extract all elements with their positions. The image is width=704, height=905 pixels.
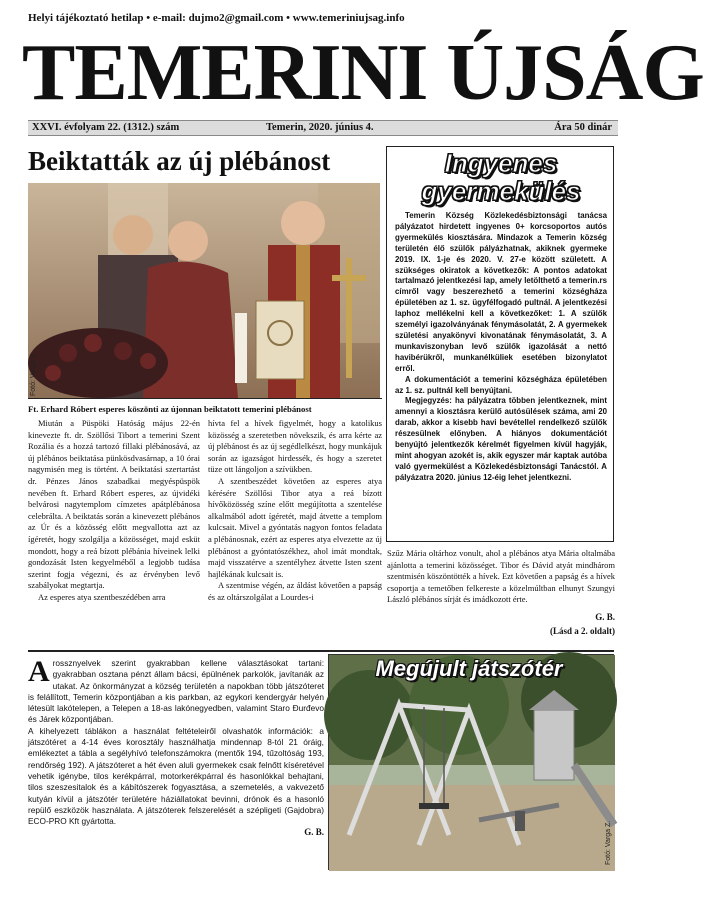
box-title-line2: gyermekülés <box>421 176 581 206</box>
article-signature: G. B. <box>595 611 615 622</box>
box-body <box>395 211 607 484</box>
article-paragraph: Miután a Püspöki Hatóság május 22-én kinevezte ft. dr. Szöllősi Tibort a temerini Szent Rozália és a hozzá tartozó fillaki plébánosává, az új plébános beiktatása pünkösdvasárnap, a 10 órai nagymisén meg is történt. A beiktatási szertartást dr. Pénzes János szabadkai megyéspüspök nevében ft. Erhard Róbert esperes, az újvidéki belvárosi nagytemplom címzetes apátplébánosa celebrálta. A beiktatás során a kinevezett plébános az Úr és a közösség előtt megvallotta azt az ígéretét, hogy szolgálja a közösséget, majd esküt mondott, hogy a reá bízott plébánia híveinek lelki gondozását Isten kegyelméből a legjobb tudása szerint fogja végezni, és az érvényben levő szabályokat megtartja. <box>28 418 200 591</box>
article-paragraph: Szűz Mária oltárhoz vonult, ahol a plébános atya Mária oltalmába ajánlotta a temerini közösséget. Tibor és Dávid atyát mindhárom szentmisén köszöntötték a hívek. Ezt követően a papság és a hívek csoportja a temetőben felkereste a közelmúltban elhunyt Szungyi László plébános sírját és imádkozott érte. <box>387 548 615 605</box>
price: Ára 50 dinár <box>554 122 612 133</box>
article-signature: G. B. <box>304 827 324 838</box>
photo-credit: Fotó: Varga Z. <box>605 820 612 865</box>
article-paragraph: A kihelyezett táblákon a használat feltételeiről olvashatók információk: a játszótéret a 4-14 éves korosztály használhatja mindennap 8-tól 21 óráig, emlékeztet a tábla a segélyhívó telefonszámokra (mentők 194, tűzoltóság 193, rendőrség 192). A játszóteret a hét éven aluli gyermekek csak felnőtt kíséretével vehetik igénybe, tilos kerékpárral, motorkerékpárral és hasonlókkal behajtani, tilos szeszesitalok és a kábítószerek fogyasztása, a szemetelés, a vakvezető kutyán kívül a játszótér területére háziállatokat bevinni, drónok és a hasonló repülő eszközök használata. A játszóterek felszerelését a szépligeti (Gajdobra) ECO-PRO Kft gyártotta. <box>28 725 324 827</box>
masthead <box>22 28 704 118</box>
article-paragraph: rossznyelvek szerint gyakrabban kellene választásokat tartani: gyakrabban osztana pénzt állam bácsi, épülnének parkolók, javítanák az utakat. Az önkormányzat a község területén a napokban több játszóteret is felállított, Temerin központjában a kis parkban, az egykori kendergyár helyén létesült lakótelepen, a Telepen a 18-as lakónegyedben, valamint Staro Đurđevo és Járek központjában. <box>28 658 324 725</box>
installation-photo-illustration <box>28 183 380 398</box>
masthead-title: TEMERINI ÚJSÁG <box>22 29 704 117</box>
article-column-2 <box>208 418 382 604</box>
info-box <box>386 146 614 542</box>
playground-photo-illustration <box>329 655 615 871</box>
playground-headline: Megújult játszótér <box>375 656 563 681</box>
box-title-line1: Ingyenes <box>444 148 558 178</box>
photo-caption: Ft. Erhard Róbert esperes köszönti az újonnan beiktatott temerini plébánost <box>28 404 312 414</box>
contact-line: Helyi tájékoztató hetilap • e-mail: dujmo2@gmail.com • www.temeriniujsag.info <box>28 12 405 24</box>
installation-photo <box>28 183 380 398</box>
box-paragraph: Megjegyzés: ha pályázatra többen jelentkeznek, mint amennyi a kiosztásra kerülő autósülések száma, ami 20 darab, akkor a kisebb havi bevétellel rendelkező szülők részesülnek előnyben. A hiányos dokumentációt benyújtó jelentkezők kérelmét figyelmen kívül hagyják, mint ahogyan azokét is, akik egyszer már kaptak autóba való gyermekülést a Közlekedésbiztonsági Tanácstól. A pályázatra 2020. június 12-éig lehet jelentkezni. <box>395 396 607 482</box>
article-paragraph: A szentbeszédet követően az esperes atya kérésére Szöllősi Tibor atya a reá bízott hívőközösség színe előtt megújította a szentelése alkalmából adott ígéretét, majd átvette a templom kulcsait. Mivel a gyóntatás nagyon fontos feladata a plébánosnak, ezért az esperes atya elvezette az új plébánost a gyóntatószékhez, ahol imát mondtak, majd visszatérve a szentélyhez átvette Isten szent hajlékának kulcsait is. <box>208 475 382 579</box>
box-paragraph: A dokumentációt a temerini községháza épületében az 1. sz. pultnál kell benyújtani. <box>395 374 607 395</box>
playground-photo <box>328 654 614 870</box>
volume-number: XXVI. évfolyam 22. (1312.) szám <box>32 122 180 133</box>
issue-date: Temerin, 2020. június 4. <box>266 122 374 133</box>
article-paragraph: Az esperes atya szentbeszédében arra <box>38 591 166 602</box>
photo-credit: Fotó: Varga Z. <box>30 351 37 396</box>
article-column-1 <box>28 418 200 604</box>
caption-divider <box>28 398 382 399</box>
issue-info-bar <box>28 120 618 136</box>
playground-article <box>28 655 324 839</box>
box-paragraph: Temerin Község Közlekedésbiztonsági tanácsa pályázatot hirdetett ingyenes 0+ korcsoportos autós gyermekülés kiosztására. Mindazok a Temerin község területén élő szülők pályázhatnak, akiknek gyermeke 2019. IX. 1-je és 2020. V. 27-e között született. A szükséges okiratok a következők: A pontos adatokat tartalmazó jelentkezési lap, amely letölthető a temerin.rs címről vagy beszerezhető a temerini községháza épületében az 1. sz. ügyfélfogadó pultnál. A jelentkezési laphoz mellékelni kell a következőket: 1. A szülők személyi igazolványának fénymásolatát, 2. A gyermekek születési anyakönyvi kivonatának fénymásolatát, 3. A munkaviszonyban levő szülők igazolását a nettó havibérükről, munkanélküliek esetében bizonylatot erről. <box>395 211 607 373</box>
drop-cap: A <box>28 655 50 688</box>
continued-note: (Lásd a 2. oldalt) <box>549 625 615 636</box>
article-headline: Beiktatták az új plébánost <box>28 146 331 176</box>
section-divider <box>28 650 614 652</box>
article-paragraph: hívta fel a hívek figyelmét, hogy a katolikus közösség a szeretetben növekszik, és arra kérte az új plébánost és az új segédlelkészt, hogy munkájuk során az igazságot hirdessék, és hogy a szeretet tüze ott lángoljon a szívükben. <box>208 418 382 475</box>
article-paragraph: A szentmise végén, az áldást követően a papság és az oltárszolgálat a Lourdes-i <box>208 580 382 602</box>
article-column-3 <box>387 548 615 637</box>
